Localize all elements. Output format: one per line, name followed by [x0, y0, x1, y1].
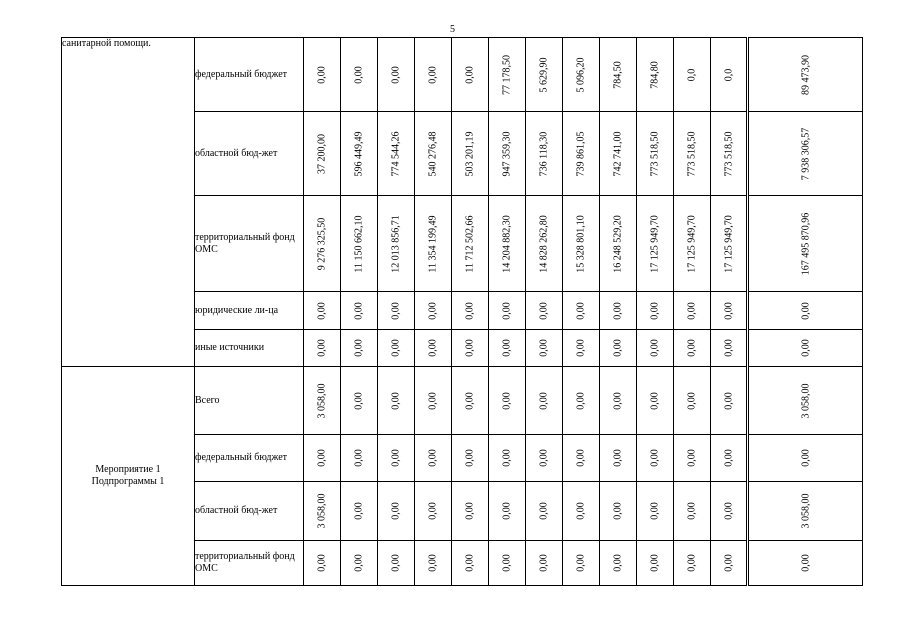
- funding-source-cell: территориальный фонд ОМС: [195, 196, 304, 292]
- page-number: 5: [450, 24, 455, 35]
- total-value-cell: [748, 292, 863, 330]
- year-value-cell: [600, 38, 637, 112]
- year-value-cell: [674, 541, 711, 586]
- year-value-cell: [637, 482, 674, 541]
- year-value: 773 518,50: [686, 131, 698, 176]
- year-value-cell: [341, 482, 378, 541]
- year-value: 0,00: [390, 449, 402, 467]
- year-value: 0,00: [686, 339, 698, 357]
- year-value-cell: [452, 435, 489, 482]
- year-value: 0,00: [390, 339, 402, 357]
- year-value: 0,00: [575, 301, 587, 320]
- year-value: 0,00: [649, 339, 661, 357]
- funding-source-cell: федеральный бюджет: [195, 435, 304, 482]
- year-value-cell: [304, 330, 341, 367]
- year-value-cell: [637, 292, 674, 330]
- year-value-cell: [526, 292, 563, 330]
- year-value-cell: [711, 367, 748, 435]
- year-value-cell: [304, 435, 341, 482]
- year-value: 0,00: [612, 554, 624, 572]
- year-value-cell: [711, 541, 748, 586]
- year-value: 0,00: [649, 554, 661, 572]
- year-value: 0,00: [501, 339, 513, 357]
- year-value: 14 828 262,80: [538, 214, 550, 273]
- year-value: 0,00: [686, 301, 698, 320]
- year-value-cell: [341, 292, 378, 330]
- funding-source-cell: территориальный фонд ОМС: [195, 541, 304, 586]
- year-value-cell: [711, 196, 748, 292]
- year-value: 0,00: [390, 65, 402, 84]
- year-value-cell: [341, 435, 378, 482]
- program-name-cell: санитарной помощи.: [62, 38, 195, 367]
- funding-table: [61, 37, 863, 586]
- total-value-cell: [748, 367, 863, 435]
- year-value-cell: [415, 292, 452, 330]
- year-value: 0,00: [501, 554, 513, 572]
- year-value-cell: [711, 330, 748, 367]
- table-row: [62, 38, 863, 112]
- year-value: 0,00: [575, 502, 587, 520]
- year-value: 0,00: [612, 301, 624, 320]
- funding-source-cell: иные источники: [195, 330, 304, 367]
- year-value-cell: [563, 38, 600, 112]
- year-value-cell: [378, 330, 415, 367]
- year-value: 0,00: [723, 301, 734, 320]
- year-value-cell: [415, 541, 452, 586]
- year-value-cell: [563, 541, 600, 586]
- year-value: 17 125 949,70: [723, 214, 734, 273]
- year-value-cell: [711, 38, 748, 112]
- year-value-cell: [452, 482, 489, 541]
- year-value: 0,00: [390, 301, 402, 320]
- year-value-cell: [304, 112, 341, 196]
- year-value-cell: [304, 292, 341, 330]
- year-value: 0,00: [464, 65, 476, 84]
- year-value-cell: [415, 196, 452, 292]
- year-value-cell: [378, 435, 415, 482]
- year-value-cell: [637, 196, 674, 292]
- year-value-cell: [637, 367, 674, 435]
- year-value-cell: [304, 38, 341, 112]
- total-value-cell: [748, 196, 863, 292]
- year-value-cell: [304, 541, 341, 586]
- year-value-cell: [526, 435, 563, 482]
- total-value-cell: [748, 38, 863, 112]
- year-value: 5 629,90: [538, 57, 550, 92]
- year-value-cell: [489, 435, 526, 482]
- year-value: 742 741,00: [612, 131, 624, 176]
- total-value-cell: [748, 435, 863, 482]
- year-value: 0,00: [538, 339, 550, 357]
- year-value: 0,00: [575, 391, 587, 410]
- total-value: 167 495 870,96: [800, 212, 811, 275]
- year-value: 0,00: [501, 449, 513, 467]
- year-value-cell: [711, 435, 748, 482]
- year-value: 0,00: [390, 502, 402, 520]
- year-value-cell: [526, 112, 563, 196]
- year-value: 774 544,26: [390, 131, 402, 176]
- year-value: 0,00: [353, 502, 365, 520]
- year-value-cell: [489, 330, 526, 367]
- year-value: 12 013 856,71: [390, 214, 402, 273]
- total-value: 7 938 306,57: [800, 127, 811, 180]
- year-value-cell: [489, 367, 526, 435]
- year-value-cell: [415, 38, 452, 112]
- year-value: 0,00: [501, 502, 513, 520]
- year-value: 0,00: [353, 449, 365, 467]
- year-value: 5 096,20: [575, 57, 587, 92]
- year-value: 11 354 199,49: [427, 214, 439, 273]
- year-value-cell: [378, 292, 415, 330]
- year-value: 0,00: [464, 301, 476, 320]
- year-value: 0,00: [575, 554, 587, 572]
- total-value: 3 058,00: [800, 493, 811, 529]
- year-value: 0,00: [427, 339, 439, 357]
- year-value-cell: [304, 482, 341, 541]
- year-value: 0,00: [464, 391, 476, 410]
- year-value: 0,00: [575, 449, 587, 467]
- funding-source-cell: федеральный бюджет: [195, 38, 304, 112]
- year-value: 0,00: [316, 65, 328, 84]
- year-value: 0,00: [686, 391, 698, 410]
- year-value: 739 861,05: [575, 131, 587, 176]
- year-value-cell: [600, 112, 637, 196]
- year-value-cell: [674, 482, 711, 541]
- year-value-cell: [674, 435, 711, 482]
- year-value-cell: [600, 482, 637, 541]
- year-value: 0,00: [686, 502, 698, 520]
- year-value: 0,00: [538, 449, 550, 467]
- year-value: 0,00: [427, 391, 439, 410]
- year-value-cell: [378, 196, 415, 292]
- year-value-cell: [526, 38, 563, 112]
- total-value: 0,00: [800, 449, 811, 467]
- year-value: 17 125 949,70: [649, 214, 661, 273]
- year-value-cell: [526, 482, 563, 541]
- year-value: 3 058,00: [316, 493, 328, 529]
- year-value: 0,00: [501, 391, 513, 410]
- year-value-cell: [637, 541, 674, 586]
- year-value-cell: [304, 196, 341, 292]
- year-value: 0,0: [686, 68, 698, 81]
- year-value: 947 359,30: [501, 131, 513, 176]
- year-value-cell: [452, 367, 489, 435]
- year-value: 15 328 801,10: [575, 214, 587, 273]
- year-value: 0,00: [427, 301, 439, 320]
- year-value: 0,00: [612, 339, 624, 357]
- year-value-cell: [600, 367, 637, 435]
- year-value: 14 204 882,30: [501, 214, 513, 273]
- year-value-cell: [304, 367, 341, 435]
- year-value: 596 449,49: [353, 131, 365, 176]
- year-value-cell: [526, 330, 563, 367]
- year-value: 784,50: [612, 60, 624, 89]
- year-value-cell: [489, 292, 526, 330]
- year-value: 0,00: [649, 301, 661, 320]
- year-value: 9 276 325,50: [316, 217, 328, 270]
- year-value-cell: [563, 292, 600, 330]
- year-value-cell: [452, 292, 489, 330]
- total-value: 89 473,90: [800, 54, 811, 95]
- year-value: 0,00: [353, 65, 365, 84]
- year-value-cell: [711, 482, 748, 541]
- year-value-cell: [711, 292, 748, 330]
- year-value: 0,00: [538, 502, 550, 520]
- year-value-cell: [563, 435, 600, 482]
- year-value-cell: [563, 482, 600, 541]
- year-value-cell: [637, 435, 674, 482]
- year-value-cell: [674, 38, 711, 112]
- year-value-cell: [378, 367, 415, 435]
- year-value-cell: [452, 541, 489, 586]
- year-value: 0,00: [538, 391, 550, 410]
- year-value-cell: [415, 112, 452, 196]
- funding-source-cell: областной бюд-жет: [195, 112, 304, 196]
- year-value: 0,00: [723, 391, 734, 410]
- funding-source-cell: юридические ли-ца: [195, 292, 304, 330]
- year-value-cell: [600, 435, 637, 482]
- year-value: 0,00: [427, 502, 439, 520]
- year-value-cell: [563, 196, 600, 292]
- year-value: 0,00: [316, 554, 328, 572]
- year-value-cell: [711, 112, 748, 196]
- year-value: 0,00: [686, 449, 698, 467]
- year-value-cell: [341, 112, 378, 196]
- year-value: 0,00: [464, 449, 476, 467]
- year-value-cell: [452, 196, 489, 292]
- year-value: 0,00: [686, 554, 698, 572]
- year-value-cell: [637, 330, 674, 367]
- year-value: 77 178,50: [501, 54, 513, 95]
- year-value: 0,00: [723, 502, 734, 520]
- year-value: 0,00: [464, 339, 476, 357]
- year-value: 0,00: [427, 65, 439, 84]
- total-value: 0,00: [800, 554, 811, 572]
- year-value-cell: [526, 196, 563, 292]
- year-value: 0,00: [538, 301, 550, 320]
- funding-source-cell: Всего: [195, 367, 304, 435]
- year-value-cell: [674, 196, 711, 292]
- year-value: 0,00: [353, 554, 365, 572]
- year-value-cell: [526, 367, 563, 435]
- year-value: 0,00: [464, 502, 476, 520]
- total-value: 0,00: [800, 339, 811, 357]
- year-value-cell: [378, 38, 415, 112]
- funding-source-cell: областной бюд-жет: [195, 482, 304, 541]
- year-value-cell: [489, 482, 526, 541]
- year-value-cell: [415, 330, 452, 367]
- year-value: 736 118,30: [538, 131, 550, 176]
- total-value-cell: [748, 330, 863, 367]
- year-value-cell: [378, 482, 415, 541]
- year-value: 0,00: [316, 449, 328, 467]
- year-value-cell: [489, 38, 526, 112]
- year-value-cell: [341, 541, 378, 586]
- year-value-cell: [563, 367, 600, 435]
- year-value: 11 150 662,10: [353, 214, 365, 273]
- year-value-cell: [341, 330, 378, 367]
- year-value: 0,00: [723, 339, 734, 357]
- year-value-cell: [563, 112, 600, 196]
- year-value-cell: [341, 38, 378, 112]
- year-value-cell: [489, 196, 526, 292]
- year-value: 0,00: [316, 301, 328, 320]
- year-value: 0,00: [353, 391, 365, 410]
- total-value: 0,00: [800, 301, 811, 320]
- year-value: 0,00: [353, 301, 365, 320]
- total-value: 3 058,00: [800, 383, 811, 418]
- year-value-cell: [600, 292, 637, 330]
- total-value-cell: [748, 541, 863, 586]
- year-value: 0,00: [316, 339, 328, 357]
- year-value-cell: [674, 367, 711, 435]
- year-value: 0,00: [538, 554, 550, 572]
- year-value: 17 125 949,70: [686, 214, 698, 273]
- year-value: 0,00: [427, 449, 439, 467]
- year-value: 0,0: [723, 68, 734, 81]
- year-value-cell: [674, 112, 711, 196]
- year-value: 540 276,48: [427, 131, 439, 176]
- year-value-cell: [378, 541, 415, 586]
- year-value-cell: [637, 112, 674, 196]
- year-value-cell: [341, 196, 378, 292]
- year-value: 503 201,19: [464, 131, 476, 176]
- year-value: 0,00: [501, 301, 513, 320]
- year-value: 0,00: [353, 339, 365, 357]
- year-value: 773 518,50: [723, 131, 734, 176]
- year-value: 0,00: [390, 554, 402, 572]
- year-value-cell: [600, 541, 637, 586]
- year-value-cell: [674, 330, 711, 367]
- year-value-cell: [378, 112, 415, 196]
- program-name-cell: Мероприятие 1 Подпрограммы 1: [62, 367, 195, 586]
- year-value: 11 712 502,66: [464, 214, 476, 273]
- year-value-cell: [415, 435, 452, 482]
- year-value: 773 518,50: [649, 131, 661, 176]
- year-value: 0,00: [575, 339, 587, 357]
- year-value-cell: [637, 38, 674, 112]
- year-value-cell: [563, 330, 600, 367]
- year-value: 0,00: [612, 502, 624, 520]
- year-value-cell: [526, 541, 563, 586]
- year-value-cell: [452, 330, 489, 367]
- year-value-cell: [600, 330, 637, 367]
- year-value-cell: [452, 38, 489, 112]
- year-value: 16 248 529,20: [612, 214, 624, 273]
- year-value-cell: [489, 541, 526, 586]
- year-value: 0,00: [427, 554, 439, 572]
- table-row: [62, 367, 863, 435]
- year-value: 0,00: [464, 554, 476, 572]
- year-value-cell: [415, 482, 452, 541]
- total-value-cell: [748, 112, 863, 196]
- year-value: 37 200,00: [316, 133, 328, 174]
- year-value: 0,00: [649, 449, 661, 467]
- year-value: 784,80: [649, 60, 661, 89]
- year-value-cell: [341, 367, 378, 435]
- year-value: 0,00: [649, 391, 661, 410]
- year-value: 0,00: [649, 502, 661, 520]
- total-value-cell: [748, 482, 863, 541]
- year-value-cell: [415, 367, 452, 435]
- year-value: 0,00: [390, 391, 402, 410]
- year-value: 0,00: [612, 449, 624, 467]
- year-value: 3 058,00: [316, 383, 328, 418]
- year-value: 0,00: [723, 449, 734, 467]
- year-value-cell: [600, 196, 637, 292]
- year-value-cell: [452, 112, 489, 196]
- year-value-cell: [674, 292, 711, 330]
- year-value-cell: [489, 112, 526, 196]
- year-value: 0,00: [723, 554, 734, 572]
- year-value: 0,00: [612, 391, 624, 410]
